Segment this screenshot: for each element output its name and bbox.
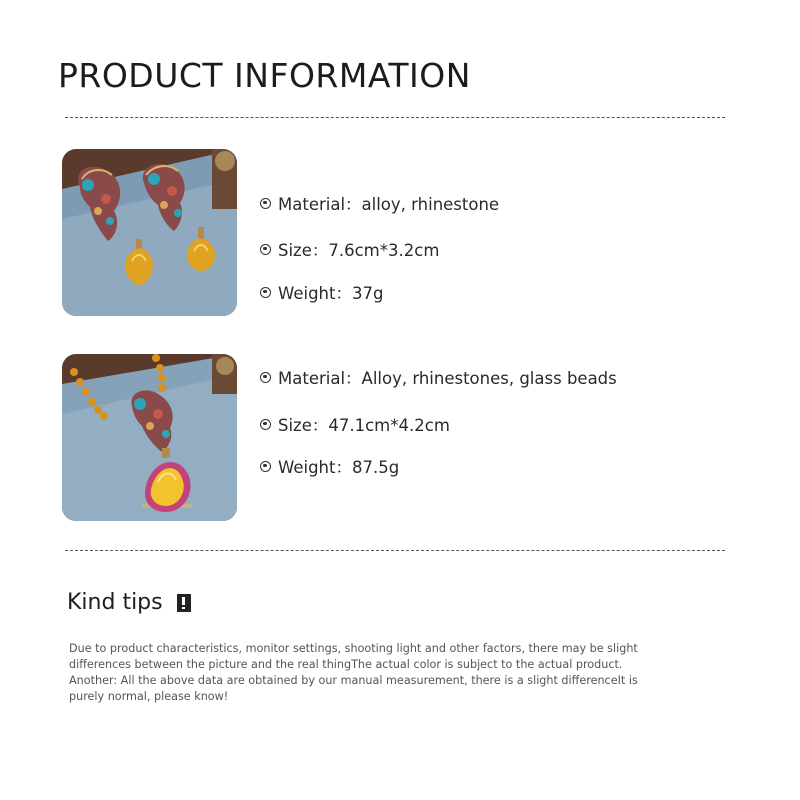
spec-size-2 [260,412,450,436]
spec-weight-2 [260,454,399,478]
bullet-icon [260,244,271,255]
warning-icon [177,594,191,612]
note-line: Due to product characteristics, monitor settings, shooting light and other factors, there may be slight [69,642,638,655]
spec-material-1 [260,191,499,215]
note-line: Another: All the above data are obtained by our manual measurement, there is a slight differenceIt is [69,674,638,687]
bullet-icon [260,198,271,209]
spec-size-1 [260,237,439,261]
kind-tips-heading [67,590,191,615]
bottom-divider [65,550,725,551]
kind-tips-title: Kind tips [67,590,163,615]
spec-weight-2-text: Weight：87.5g [278,458,400,477]
bullet-icon [260,287,271,298]
bullet-icon [260,372,271,383]
spec-weight-1 [260,280,383,304]
spec-material-1-text: Material：alloy, rhinestone [278,195,500,214]
bullet-icon [260,461,271,472]
earrings-photo-icon [62,149,237,316]
necklace-photo-icon [62,354,237,521]
top-divider [65,117,725,118]
page-title: PRODUCT INFORMATION [58,56,471,95]
kind-tips-note [69,641,649,705]
spec-material-2 [260,365,617,389]
note-line: purely normal, please know! [69,690,229,703]
note-line: differences between the picture and the real thingThe actual color is subject to the actual product. [69,658,623,671]
necklace-image [62,354,237,521]
bullet-icon [260,419,271,430]
spec-size-1-text: Size：7.6cm*3.2cm [278,241,440,260]
earrings-image [62,149,237,316]
spec-weight-1-text: Weight：37g [278,284,384,303]
spec-material-2-text: Material：Alloy, rhinestones, glass beads [278,369,617,388]
spec-size-2-text: Size：47.1cm*4.2cm [278,416,450,435]
